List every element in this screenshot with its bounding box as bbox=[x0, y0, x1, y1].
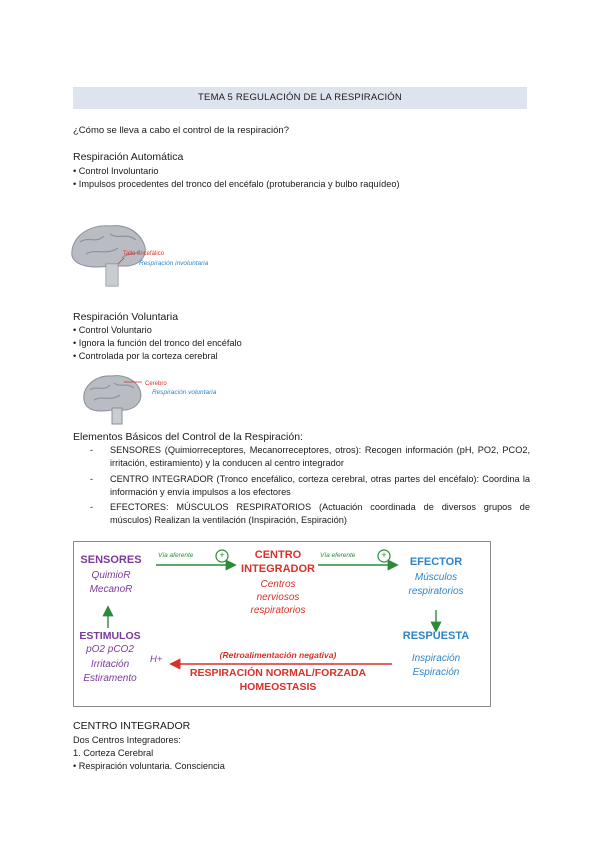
element-item-text: CENTRO INTEGRADOR (Tronco encefálico, corteza cerebral, otras partes del encéfalo): Coordina la información y envía impulsos a los efectores bbox=[110, 474, 530, 497]
irritacion-label: Irritación bbox=[90, 659, 130, 670]
espiracion-label: Espiración bbox=[412, 667, 460, 678]
nerviosos-label: nerviosos bbox=[256, 592, 300, 603]
voluntary-fig-label: Cerebro bbox=[145, 381, 167, 387]
musculos-resp-label: respiratorios bbox=[408, 586, 464, 597]
centro-line: • Respiración voluntaria. Consciencia bbox=[73, 761, 225, 771]
via-aferente-label: Vía aferente bbox=[158, 552, 194, 559]
estimulos-label: ESTIMULOS bbox=[79, 630, 141, 642]
inspiracion-label: Inspiración bbox=[411, 653, 461, 664]
plus-sign: + bbox=[381, 550, 387, 560]
respuesta-label: RESPUESTA bbox=[402, 630, 470, 642]
auto-bullet: • Control Involuntario bbox=[73, 166, 159, 176]
centro-line: 1. Corteza Cerebral bbox=[73, 748, 154, 758]
retroalimentacion-label: (Retroalimentación negativa) bbox=[219, 650, 337, 660]
hplus-label: H+ bbox=[150, 654, 163, 665]
voluntary-bullet: • Controlada por la corteza cerebral bbox=[73, 351, 218, 361]
homeostasis-label: HOMEOSTASIS bbox=[239, 681, 317, 693]
centro-line: Dos Centros Integradores: bbox=[73, 735, 181, 745]
centro-heading: CENTRO INTEGRADOR bbox=[73, 720, 191, 732]
quimior-label: QuimioR bbox=[91, 570, 131, 581]
plus-sign: + bbox=[219, 550, 225, 560]
control-diagram bbox=[73, 541, 491, 707]
centro-label: CENTRO bbox=[254, 549, 302, 561]
element-item-text: SENSORES (Quimiorreceptores, Mecanorreceptores, otros): Recogen información (pH, PO2, PCO2, irritación, estiramiento) y la conducen al centro integrador bbox=[110, 445, 530, 468]
voluntary-heading: Respiración Voluntaria bbox=[73, 311, 179, 323]
gases-label: pO2 pCO2 bbox=[86, 644, 134, 655]
auto-fig-sublabel: Respiración involuntaria bbox=[139, 260, 209, 267]
integrador-label: INTEGRADOR bbox=[241, 563, 315, 575]
mecanor-label: MecanoR bbox=[89, 584, 133, 595]
auto-bullet: • Impulsos procedentes del tronco del encéfalo (protuberancia y bulbo raquídeo) bbox=[73, 179, 400, 189]
question-text: ¿Cómo se lleva a cabo el control de la respiración? bbox=[73, 125, 289, 136]
respiracion-normal-label: RESPIRACIÓN NORMAL/FORZADA bbox=[189, 667, 367, 679]
estiramiento-label: Estiramento bbox=[83, 673, 137, 684]
sensores-label: SENSORES bbox=[80, 554, 142, 566]
respiratorios-centro-label: respiratorios bbox=[250, 605, 306, 616]
voluntary-bullet: • Control Voluntario bbox=[73, 325, 152, 335]
via-eferente-label: Vía eferente bbox=[320, 552, 356, 559]
element-item: - CENTRO INTEGRADOR (Tronco encefálico, corteza cerebral, otras partes del encéfalo): Coordina la información y envía impulsos a los efectores bbox=[90, 474, 530, 497]
efector-label: EFECTOR bbox=[409, 556, 463, 568]
auto-heading: Respiración Automática bbox=[73, 151, 184, 163]
element-item: - SENSORES (Quimiorreceptores, Mecanorreceptores, otros): Recogen información (pH, PO2, PCO2, irritación, estiramiento) y la conducen al centro integrador bbox=[90, 445, 530, 468]
elements-heading: Elementos Básicos del Control de la Respiración: bbox=[73, 431, 303, 443]
element-item-text: EFECTORES: MÚSCULOS RESPIRATORIOS (Actuación coordinada de diversos grupos de músculos) Realizan la ventilación (Inspiración, Espiración) bbox=[110, 502, 530, 525]
auto-fig-label: Tallo encefálico bbox=[123, 251, 165, 257]
musculos-label: Músculos bbox=[414, 572, 458, 583]
centros-label: Centros bbox=[260, 579, 296, 590]
element-item: - EFECTORES: MÚSCULOS RESPIRATORIOS (Actuación coordinada de diversos grupos de músculos) Realizan la ventilación (Inspiración, Espiración) bbox=[90, 502, 530, 525]
voluntary-bullet: • Ignora la función del tronco del encéfalo bbox=[73, 338, 242, 348]
voluntary-fig-sublabel: Respiración voluntaria bbox=[152, 389, 217, 396]
page-title: TEMA 5 REGULACIÓN DE LA RESPIRACIÓN bbox=[73, 87, 527, 109]
